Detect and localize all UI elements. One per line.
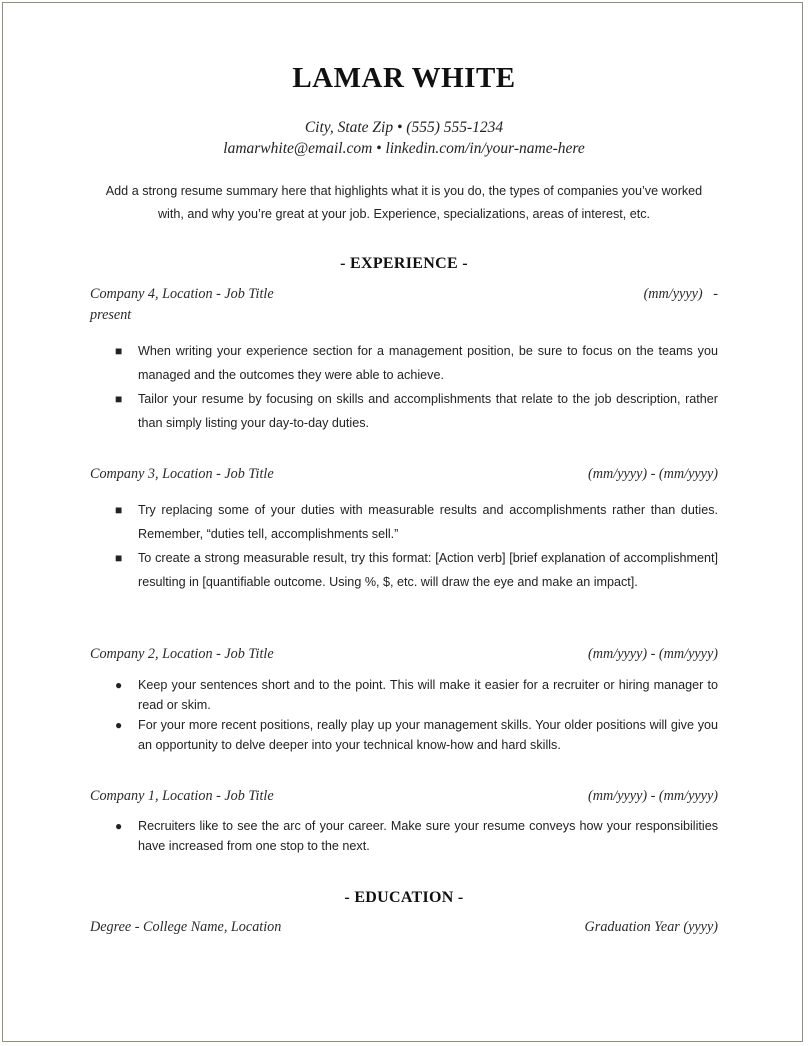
job-1-company-title: Company 1, Location - Job Title (90, 788, 274, 804)
list-item: ■ When writing your experience section for a management position, be sure to focus on the teams you managed and the outcomes they were able to achieve. (112, 339, 718, 387)
candidate-name: LAMAR WHITE (292, 62, 516, 94)
bullet-icon: ● (115, 678, 123, 692)
list-item: ● Recruiters like to see the arc of your career. Make sure your resume conveys how your responsibilities have increased from one stop to the next. (112, 816, 718, 856)
job-1-bullet-list (112, 816, 718, 856)
list-item: ■ Try replacing some of your duties with measurable results and accomplishments rather than duties. Remember, “duties tell, accomplishments sell.” (112, 498, 718, 546)
bullet-icon: ■ (115, 551, 123, 565)
resume-summary: Add a strong resume summary here that highlights what it is you do, the types of companies you’ve worked with, and why you’re great at your job. Experience, specializations, areas of interest, etc. (105, 184, 703, 221)
education-heading: - EDUCATION - (344, 889, 464, 906)
list-item: ● Keep your sentences short and to the point. This will make it easier for a recruiter or hiring manager to read or skim. (112, 675, 718, 715)
experience-heading: - EXPERIENCE - (340, 255, 468, 272)
bullet-icon: ■ (115, 392, 123, 406)
job-2-bullet-list (112, 675, 718, 755)
job-3-company-title: Company 3, Location - Job Title (90, 466, 274, 482)
bullet-icon: ● (115, 819, 123, 833)
list-item: ● For your more recent positions, really play up your management skills. Your older positions will give you an opportunity to delve deeper into your technical know-how and hard skills. (112, 715, 718, 755)
job-3-bullet-list (112, 498, 718, 594)
job-1-dates: (mm/yyyy) - (mm/yyyy) (588, 788, 718, 804)
education-degree-college: Degree - College Name, Location (90, 919, 282, 935)
contact-line-email-linkedin: lamarwhite@email.com • linkedin.com/in/your-name-here (223, 140, 585, 157)
education-graduation-year: Graduation Year (yyyy) (584, 919, 718, 935)
list-item: ■ Tailor your resume by focusing on skills and accomplishments that relate to the job description, rather than simply listing your day-to-day duties. (112, 387, 718, 435)
job-4-company-title: Company 4, Location - Job Title (90, 286, 274, 302)
job-2-company-title: Company 2, Location - Job Title (90, 646, 274, 662)
bullet-icon: ■ (115, 503, 123, 517)
job-4-dates-continuation: present (90, 307, 132, 323)
job-2-dates: (mm/yyyy) - (mm/yyyy) (588, 646, 718, 662)
list-item: ■ To create a strong measurable result, try this format: [Action verb] [brief explanation of accomplishment] resulting in [quantifiable outcome. Using %, $, etc. will draw the eye and make an impact]. (112, 546, 718, 594)
job-4-bullet-list (112, 339, 718, 435)
bullet-icon: ■ (115, 344, 123, 358)
job-3-dates: (mm/yyyy) - (mm/yyyy) (588, 466, 718, 482)
bullet-icon: ● (115, 718, 123, 732)
job-4-dates: (mm/yyyy) - (643, 286, 718, 302)
contact-line-location-phone: City, State Zip • (555) 555-1234 (304, 119, 504, 136)
